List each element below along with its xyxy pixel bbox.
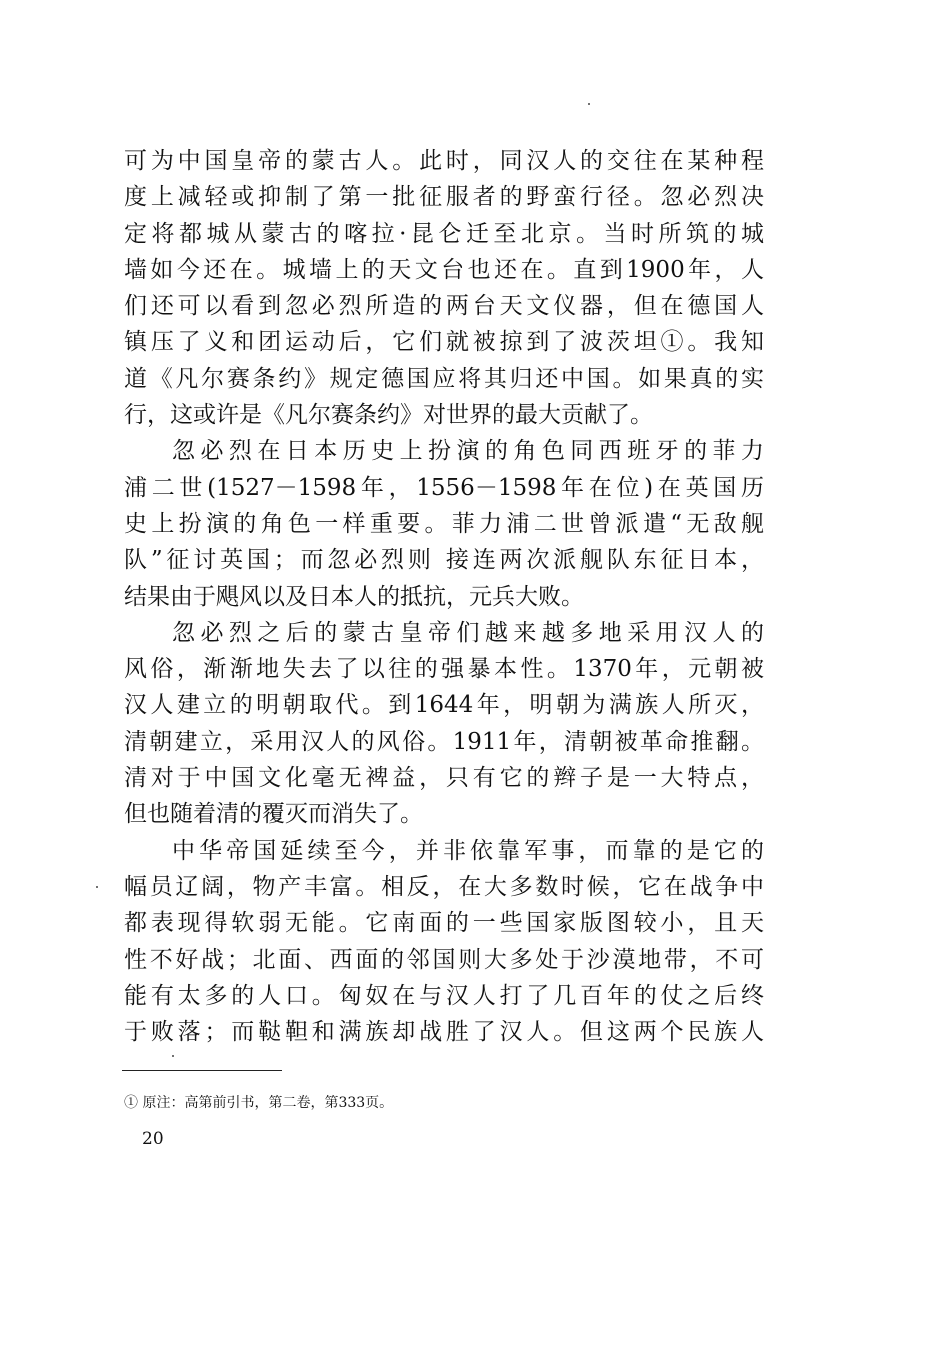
text-line: 清对于中国文化毫无裨益，只有它的辫子是一大特点， [124,765,764,792]
scan-speck [172,1055,174,1057]
text-line: 风俗，渐渐地失去了以往的强暴本性。1370年，元朝被 [124,656,764,683]
text-line: 墙如今还在。城墙上的天文台也还在。直到1900年，人 [124,256,764,283]
paragraph-3 [124,615,764,833]
text-line: 清朝建立，采用汉人的风俗。1911年，清朝被革命推翻。 [124,728,764,755]
text-line: 队”征讨英国；而忽必烈则 接连两次派舰队东征日本， [124,547,764,574]
text-line: 史上扮演的角色一样重要。菲力浦二世曾派遣“无敌舰 [124,510,764,537]
text-line: 们还可以看到忽必烈所造的两台天文仪器，但在德国人 [124,293,764,320]
text-line: 忽必烈之后的蒙古皇帝们越来越多地采用汉人的 [172,619,764,646]
text-line: 定将都城从蒙古的喀拉·昆仑迁至北京。当时所筑的城 [124,220,764,247]
text-line: 汉人建立的明朝取代。到1644年，明朝为满族人所灭， [124,692,764,719]
page-number: 20 [142,1129,164,1149]
text-line: 性不好战；北面、西面的邻国则大多处于沙漠地带，不可 [124,946,764,973]
scan-speck [96,886,98,888]
scan-speck [588,103,590,105]
text-line: 镇压了义和团运动后，它们就被掠到了波茨坦①。我知 [124,329,764,356]
paragraph-1 [124,143,764,433]
text-line: 中华帝国延续至今，并非依靠军事，而靠的是它的 [172,837,764,864]
text-line: 但也随着清的覆灭而消失了。 [124,801,423,828]
text-line: 浦二世(1527－1598年，1556－1598年在位)在英国历 [124,474,764,501]
text-line: 幅员辽阔，物产丰富。相反，在大多数时候，它在战争中 [124,873,764,900]
text-line: 都表现得软弱无能。它南面的一些国家版图较小，且天 [124,910,764,937]
text-line: 于败落；而鞑靼和满族却战胜了汉人。但这两个民族人 [124,1019,764,1046]
text-line: 可为中国皇帝的蒙古人。此时，同汉人的交往在某种程 [124,148,764,174]
text-line: 度上减轻或抑制了第一批征服者的野蛮行径。忽必烈决 [124,184,764,211]
text-line: 忽必烈在日本历史上扮演的角色同西班牙的菲力 [172,438,764,465]
text-line: 道《凡尔赛条约》规定德国应将其归还中国。如果真的实 [124,365,764,392]
paragraph-4 [124,833,764,1051]
text-line: 结果由于飓风以及日本人的抵抗，元兵大败。 [124,583,584,610]
body-text [124,143,764,1050]
text-line: 行，这或许是《凡尔赛条约》对世界的最大贡献了。 [124,402,653,429]
footnote-divider [122,1070,282,1071]
text-line: 能有太多的人口。匈奴在与汉人打了几百年的仗之后终 [124,982,764,1009]
footnote: ① 原注：高第前引书，第二卷，第333页。 [124,1095,394,1111]
paragraph-2 [124,433,764,614]
